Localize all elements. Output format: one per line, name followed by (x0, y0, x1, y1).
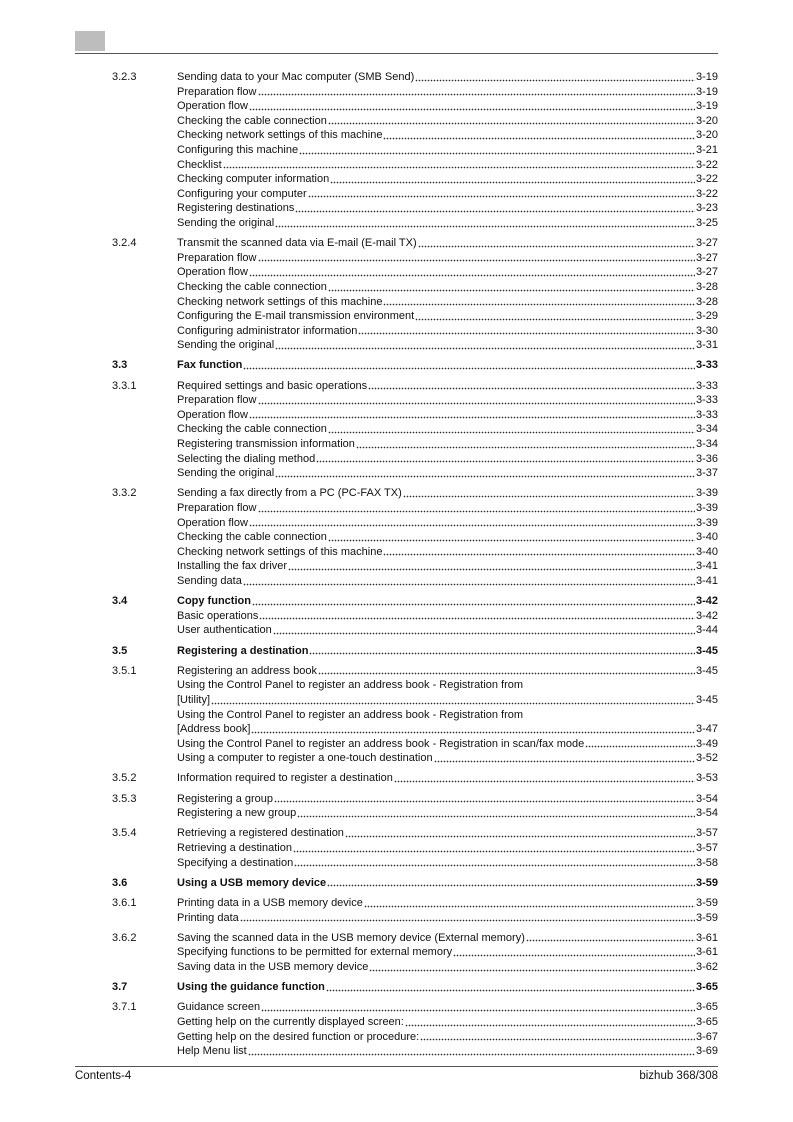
entry-title: Selecting the dialing method (177, 452, 316, 465)
entry-page-number: 3-42 (695, 609, 718, 622)
toc-entry[interactable] (177, 187, 718, 202)
toc-entry[interactable] (177, 609, 718, 624)
entry-page-number: 3-20 (695, 114, 718, 127)
entry-title: Checking the cable connection (177, 114, 327, 127)
entry-page-number: 3-30 (695, 324, 718, 337)
dot-leader (258, 93, 695, 96)
toc-section (112, 931, 718, 975)
entry-page-number: 3-19 (695, 100, 718, 113)
entry-title: Preparation flow (177, 251, 257, 264)
entry-page-number: 3-40 (695, 531, 718, 544)
entry-page-number: 3-54 (695, 792, 718, 805)
entry-title: Copy function (177, 595, 251, 608)
dot-leader (358, 332, 695, 335)
entry-title: Configuring administrator information (177, 324, 358, 337)
entry-page-number: 3-19 (695, 71, 718, 83)
dot-leader (259, 617, 695, 620)
entry-page-number: 3-52 (695, 752, 718, 765)
entry-title: Sending data (177, 574, 242, 587)
toc-entry[interactable] (177, 99, 718, 114)
toc-entry[interactable] (177, 960, 718, 975)
toc-entry[interactable] (177, 896, 718, 911)
dot-leader (258, 402, 695, 405)
footer-rule (75, 1066, 718, 1067)
toc-entry[interactable] (177, 201, 718, 216)
entry-title: Using the Control Panel to register an address book - Registration from (177, 708, 524, 721)
toc-section (112, 792, 718, 821)
dot-leader (585, 745, 695, 748)
entry-title: Saving data in the USB memory device (177, 960, 369, 973)
entry-page-number: 3-62 (695, 960, 718, 973)
entry-title: Getting help on the desired function or procedure: (177, 1030, 420, 1043)
dot-leader (295, 210, 695, 213)
dot-leader (330, 181, 695, 184)
entry-page-number: 3-22 (695, 187, 718, 200)
toc-entry[interactable] (177, 678, 718, 707)
toc-entry[interactable] (177, 623, 718, 638)
entry-page-number: 3-27 (695, 266, 718, 279)
dot-leader (223, 166, 695, 169)
entry-page-number: 3-40 (695, 545, 718, 558)
entry-page-number: 3-28 (695, 280, 718, 293)
entry-title: Using a USB memory device (177, 876, 327, 889)
dot-leader (275, 225, 695, 228)
entry-title: Fax function (177, 359, 243, 372)
section-number: 3.2.3 (112, 71, 137, 83)
dot-leader (240, 919, 695, 922)
entry-title: Sending a fax directly from a PC (PC-FAX TX) (177, 487, 402, 500)
entry-title: Operation flow (177, 516, 248, 529)
toc-entry[interactable] (177, 1030, 718, 1045)
entry-page-number: 3-33 (695, 408, 718, 421)
entry-title: [Utility] (177, 693, 210, 706)
toc-section (112, 896, 718, 925)
toc-entry[interactable] (177, 486, 718, 501)
entry-page-number: 3-27 (695, 237, 718, 250)
entry-title: Checking network settings of this machine (177, 295, 383, 308)
entry-title: Specifying a destination (177, 856, 294, 869)
table-of-contents (112, 70, 718, 1059)
entry-title: Checking network settings of this machine (177, 129, 383, 142)
toc-entry[interactable] (177, 236, 718, 251)
footer-page-label: Contents-4 (75, 1070, 132, 1082)
dot-leader (326, 989, 695, 992)
toc-section (112, 644, 718, 659)
entry-page-number: 3-33 (695, 394, 718, 407)
entry-title: Using a computer to register a one-touch destination (177, 752, 433, 765)
entry-title: Operation flow (177, 266, 248, 279)
dot-leader (248, 1053, 695, 1056)
entry-title: Registering an address book (177, 664, 318, 677)
entry-title: Registering a destination (177, 644, 309, 657)
entry-title: Registering a group (177, 792, 274, 805)
toc-entry[interactable] (177, 559, 718, 574)
toc-entry[interactable] (177, 408, 718, 423)
dot-leader (299, 152, 695, 155)
toc-section (112, 594, 718, 638)
dot-leader (453, 954, 695, 957)
section-number: 3.5.1 (112, 664, 137, 677)
dot-leader (258, 259, 695, 262)
toc-entry[interactable] (177, 172, 718, 187)
section-number: 3.3 (112, 359, 128, 372)
entry-page-number: 3-19 (695, 85, 718, 98)
entry-page-number: 3-22 (695, 158, 718, 171)
toc-entry[interactable] (177, 516, 718, 531)
dot-leader (251, 731, 695, 734)
entry-title: Configuring this machine (177, 143, 299, 156)
entry-page-number: 3-59 (695, 897, 718, 909)
entry-title: Checking the cable connection (177, 423, 327, 436)
dot-leader (364, 905, 695, 908)
entry-title: Information required to register a destination (177, 772, 393, 785)
entry-page-number: 3-65 (695, 1001, 718, 1014)
toc-entry[interactable] (177, 216, 718, 231)
entry-page-number: 3-36 (695, 452, 718, 465)
entry-title: Operation flow (177, 408, 248, 421)
toc-entry[interactable] (177, 664, 718, 679)
dot-leader (405, 1024, 695, 1027)
toc-entry[interactable] (177, 751, 718, 766)
dot-leader (420, 1038, 695, 1041)
toc-entry[interactable] (177, 856, 718, 871)
entry-page-number: 3-61 (695, 946, 718, 959)
toc-entry[interactable] (177, 379, 718, 394)
section-number: 3.6.1 (112, 897, 137, 909)
toc-entry[interactable] (177, 501, 718, 516)
dot-leader (243, 367, 695, 370)
entry-page-number: 3-20 (695, 129, 718, 142)
toc-entry[interactable] (177, 437, 718, 452)
entry-title: Checking the cable connection (177, 280, 327, 293)
entry-title: Configuring the E-mail transmission environment (177, 310, 415, 323)
dot-leader (275, 347, 695, 350)
entry-title: Using the Control Panel to register an address book - Registration in scan/fax mode (177, 737, 585, 750)
toc-entry[interactable] (177, 945, 718, 960)
entry-page-number: 3-59 (695, 911, 718, 924)
entry-title: Printing data in a USB memory device (177, 897, 363, 909)
section-number: 3.5.2 (112, 772, 137, 785)
entry-title: Preparation flow (177, 394, 257, 407)
dot-leader (328, 122, 695, 125)
entry-title: Configuring your computer (177, 187, 307, 200)
entry-page-number: 3-45 (695, 644, 718, 657)
toc-entry[interactable] (177, 1044, 718, 1059)
entry-title: Sending the original (177, 467, 275, 480)
toc-entry[interactable] (177, 358, 718, 373)
entry-title: Checking the cable connection (177, 531, 327, 544)
dot-leader (328, 539, 695, 542)
entry-title: Sending data to your Mac computer (SMB Send) (177, 71, 415, 83)
entry-title: Installing the fax driver (177, 560, 288, 573)
entry-page-number: 3-39 (695, 502, 718, 514)
entry-page-number: 3-67 (695, 1030, 718, 1043)
header-rule (75, 53, 718, 54)
entry-title: Preparation flow (177, 502, 257, 514)
toc-entry[interactable] (177, 324, 718, 339)
toc-section (112, 236, 718, 353)
toc-entry[interactable] (177, 530, 718, 545)
entry-title: Help Menu list (177, 1045, 247, 1058)
entry-title: Checklist (177, 158, 222, 171)
toc-section (112, 1000, 718, 1058)
section-number: 3.3.2 (112, 487, 137, 500)
section-number: 3.5.3 (112, 792, 137, 805)
dot-leader (403, 495, 695, 498)
entry-title: Registering transmission information (177, 438, 355, 451)
toc-section (112, 771, 718, 786)
dot-leader (356, 446, 695, 449)
entry-page-number: 3-47 (695, 723, 718, 736)
toc-section (112, 826, 718, 870)
entry-page-number: 3-54 (695, 807, 718, 820)
toc-section (112, 379, 718, 481)
section-number: 3.6 (112, 876, 128, 889)
entry-page-number: 3-65 (695, 981, 718, 994)
toc-entry[interactable] (177, 911, 718, 926)
section-number: 3.5 (112, 644, 128, 657)
toc-entry[interactable] (177, 826, 718, 841)
footer-product-name: bizhub 368/308 (639, 1070, 718, 1082)
toc-entry[interactable] (177, 708, 718, 737)
entry-page-number: 3-33 (695, 359, 718, 372)
entry-page-number: 3-57 (695, 827, 718, 840)
dot-leader (274, 800, 695, 803)
entry-title: Retrieving a registered destination (177, 827, 344, 840)
entry-page-number: 3-42 (695, 595, 718, 608)
entry-page-number: 3-41 (695, 574, 718, 587)
dot-leader (243, 583, 695, 586)
entry-page-number: 3-49 (695, 737, 718, 750)
dot-leader (297, 815, 695, 818)
toc-entry[interactable] (177, 574, 718, 589)
entry-page-number: 3-22 (695, 173, 718, 186)
entry-page-number: 3-28 (695, 295, 718, 308)
toc-entry[interactable] (177, 1015, 718, 1030)
entry-page-number: 3-39 (695, 516, 718, 529)
toc-entry[interactable] (177, 980, 718, 995)
toc-entry[interactable] (177, 393, 718, 408)
toc-entry[interactable] (177, 876, 718, 891)
entry-page-number: 3-34 (695, 423, 718, 436)
toc-section (112, 70, 718, 231)
entry-page-number: 3-23 (695, 202, 718, 215)
entry-page-number: 3-59 (695, 876, 718, 889)
entry-page-number: 3-44 (695, 624, 718, 637)
toc-section (112, 358, 718, 373)
toc-entry[interactable] (177, 452, 718, 467)
section-number: 3.6.2 (112, 931, 137, 944)
entry-page-number: 3-29 (695, 310, 718, 323)
dot-leader (249, 416, 695, 419)
entry-page-number: 3-45 (695, 664, 718, 677)
entry-title: Using the Control Panel to register an address book - Registration from (177, 679, 524, 692)
dot-leader (211, 702, 695, 705)
entry-page-number: 3-61 (695, 931, 718, 944)
section-number: 3.7 (112, 981, 128, 994)
entry-title: Guidance screen (177, 1001, 261, 1014)
dot-leader (249, 524, 695, 527)
dot-leader (258, 510, 695, 513)
toc-entry[interactable] (177, 841, 718, 856)
toc-entry[interactable] (177, 309, 718, 324)
dot-leader (345, 835, 695, 838)
dot-leader (309, 652, 695, 655)
dot-leader (328, 431, 695, 434)
entry-title: Sending the original (177, 216, 275, 229)
dot-leader (308, 195, 695, 198)
dot-leader (368, 387, 695, 390)
entry-page-number: 3-69 (695, 1045, 718, 1058)
entry-title: Basic operations (177, 609, 259, 622)
entry-page-number: 3-25 (695, 216, 718, 229)
entry-page-number: 3-57 (695, 842, 718, 855)
toc-entry[interactable] (177, 466, 718, 481)
toc-entry[interactable] (177, 931, 718, 946)
entry-title: Preparation flow (177, 85, 257, 98)
dot-leader (383, 137, 695, 140)
entry-page-number: 3-21 (695, 143, 718, 156)
dot-leader (434, 760, 695, 763)
toc-entry[interactable] (177, 644, 718, 659)
entry-title: Registering destinations (177, 202, 295, 215)
section-number: 3.2.4 (112, 237, 137, 250)
toc-entry[interactable] (177, 128, 718, 143)
entry-title: User authentication (177, 624, 272, 637)
toc-entry[interactable] (177, 295, 718, 310)
toc-entry[interactable] (177, 545, 718, 560)
entry-title: Operation flow (177, 100, 248, 113)
entry-title: Getting help on the currently displayed screen: (177, 1015, 404, 1028)
dot-leader (249, 108, 695, 111)
toc-section (112, 664, 718, 766)
entry-page-number: 3-53 (695, 772, 718, 785)
entry-title: Specifying functions to be permitted for external memory (177, 946, 453, 959)
dot-leader (275, 475, 695, 478)
header-thumbnail (75, 31, 105, 51)
dot-leader (383, 553, 695, 556)
dot-leader (327, 884, 695, 887)
dot-leader (294, 864, 695, 867)
section-number: 3.7.1 (112, 1001, 137, 1014)
section-number: 3.3.1 (112, 379, 137, 392)
section-number: 3.4 (112, 595, 128, 608)
dot-leader (394, 780, 695, 783)
toc-entry[interactable] (177, 792, 718, 807)
entry-title: Sending the original (177, 339, 275, 352)
entry-title: Registering a new group (177, 807, 297, 820)
entry-title: Using the guidance function (177, 981, 325, 994)
toc-entry[interactable] (177, 280, 718, 295)
section-number: 3.5.4 (112, 827, 137, 840)
dot-leader (383, 303, 695, 306)
dot-leader (526, 939, 695, 942)
toc-entry[interactable] (177, 143, 718, 158)
toc-entry[interactable] (177, 114, 718, 129)
dot-leader (415, 318, 695, 321)
dot-leader (261, 1009, 695, 1012)
entry-page-number: 3-31 (695, 339, 718, 352)
entry-page-number: 3-39 (695, 487, 718, 500)
dot-leader (252, 603, 695, 606)
toc-entry[interactable] (177, 70, 718, 85)
entry-title: Checking computer information (177, 173, 330, 186)
entry-title: [Address book] (177, 723, 251, 736)
entry-page-number: 3-41 (695, 560, 718, 573)
entry-page-number: 3-27 (695, 251, 718, 264)
toc-entry[interactable] (177, 771, 718, 786)
dot-leader (288, 568, 695, 571)
entry-page-number: 3-45 (695, 693, 718, 706)
toc-entry[interactable] (177, 594, 718, 609)
toc-entry[interactable] (177, 806, 718, 821)
dot-leader (316, 460, 695, 463)
dot-leader (418, 245, 695, 248)
dot-leader (415, 79, 695, 82)
dot-leader (293, 850, 695, 853)
entry-title: Retrieving a destination (177, 842, 292, 855)
entry-title: Printing data (177, 911, 239, 924)
entry-page-number: 3-58 (695, 856, 718, 869)
toc-section (112, 486, 718, 588)
toc-entry[interactable] (177, 338, 718, 353)
toc-entry[interactable] (177, 158, 718, 173)
dot-leader (249, 274, 695, 277)
toc-section (112, 876, 718, 891)
entry-page-number: 3-65 (695, 1015, 718, 1028)
dot-leader (273, 632, 695, 635)
entry-title: Transmit the scanned data via E-mail (E-mail TX) (177, 237, 417, 250)
toc-entry[interactable] (177, 265, 718, 280)
entry-title: Saving the scanned data in the USB memory device (External memory) (177, 931, 525, 944)
toc-entry[interactable] (177, 251, 718, 266)
toc-entry[interactable] (177, 1000, 718, 1015)
entry-page-number: 3-37 (695, 467, 718, 480)
dot-leader (328, 289, 695, 292)
toc-section (112, 980, 718, 995)
toc-entry[interactable] (177, 737, 718, 752)
entry-page-number: 3-34 (695, 438, 718, 451)
toc-entry[interactable] (177, 422, 718, 437)
entry-title: Checking network settings of this machine (177, 545, 383, 558)
dot-leader (369, 969, 695, 972)
dot-leader (318, 672, 695, 675)
entry-page-number: 3-33 (695, 379, 718, 392)
entry-title: Required settings and basic operations (177, 379, 368, 392)
toc-entry[interactable] (177, 85, 718, 100)
